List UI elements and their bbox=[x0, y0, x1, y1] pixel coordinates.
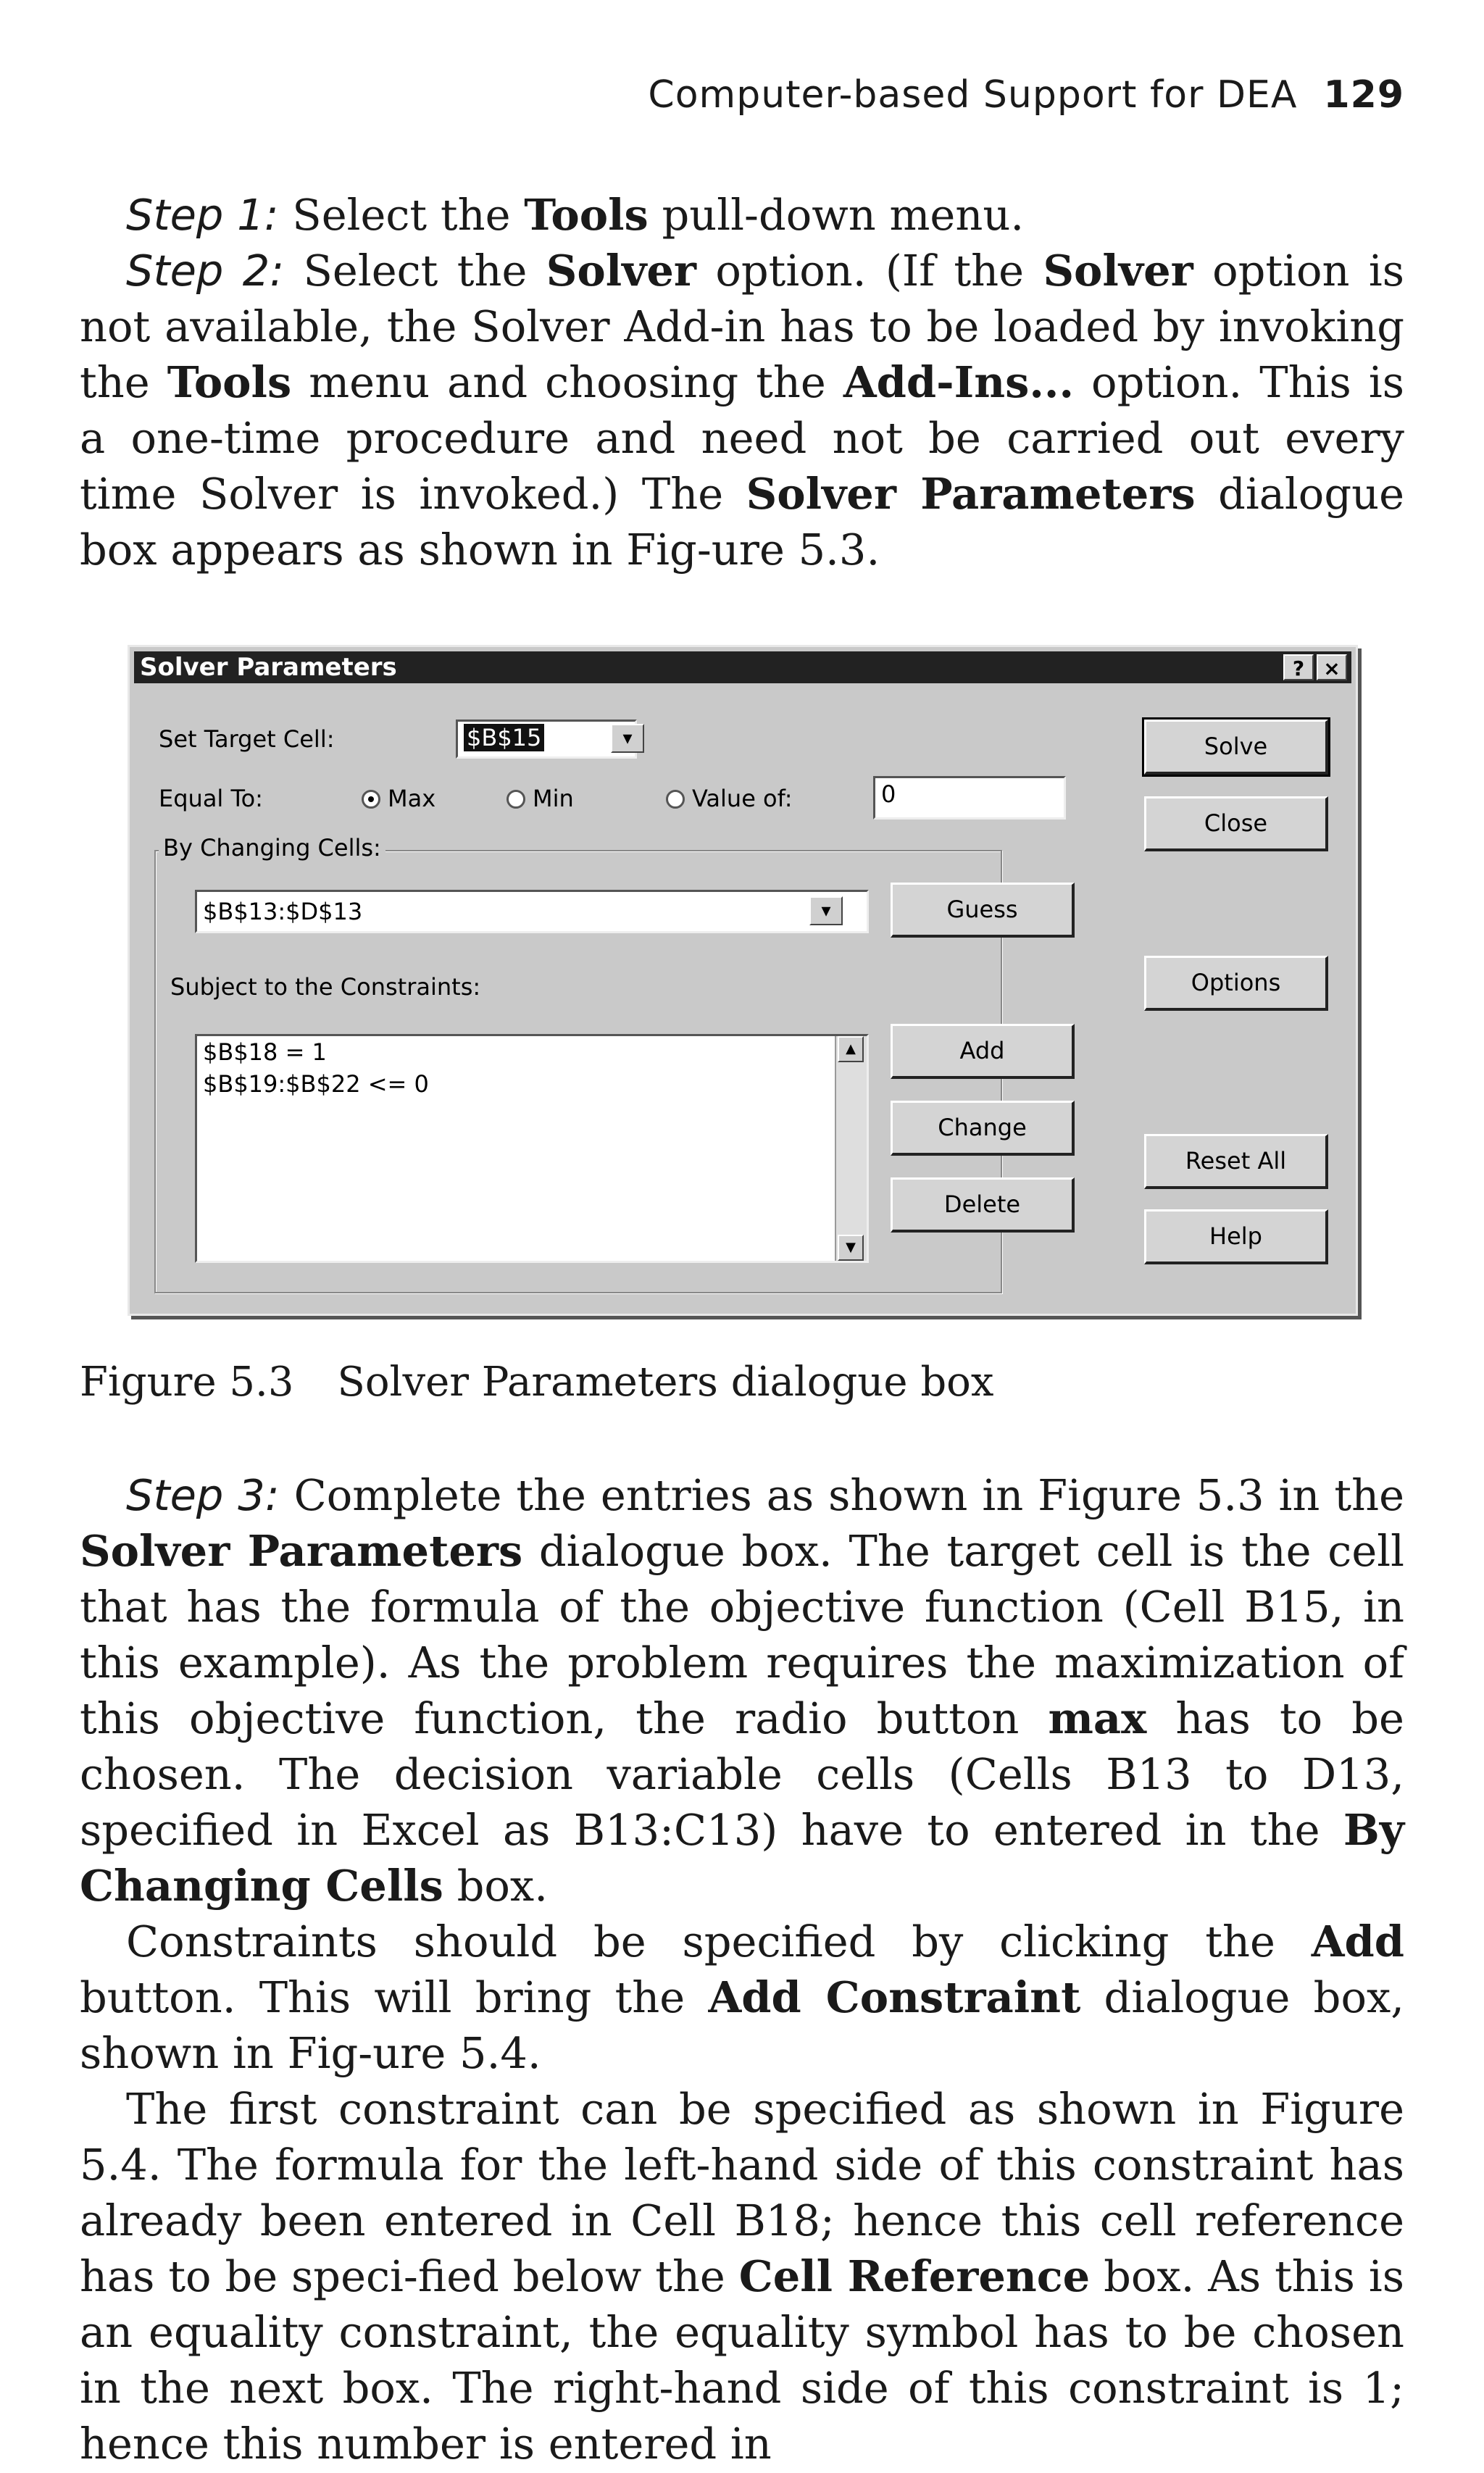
list-item[interactable]: $B$18 = 1 bbox=[203, 1038, 327, 1066]
radio-value-of[interactable] bbox=[666, 785, 793, 812]
text-run: Select the bbox=[284, 246, 546, 296]
text-run: dialogue box, shown in Fig-ure 5.4. bbox=[80, 1972, 1404, 2078]
scrollbar[interactable] bbox=[835, 1036, 867, 1261]
text-run: pull-down menu. bbox=[648, 190, 1025, 240]
bold-term: Cell Reference bbox=[738, 2251, 1091, 2301]
radio-dot bbox=[362, 790, 380, 809]
step-label: Step 1: bbox=[126, 190, 279, 240]
body-text-bottom bbox=[80, 1467, 1404, 2472]
page-number: 129 bbox=[1323, 73, 1404, 117]
target-cell-input[interactable] bbox=[456, 720, 637, 759]
bold-term: max bbox=[1048, 1693, 1147, 1743]
bold-term: Solver Parameters bbox=[746, 469, 1196, 519]
text-run: dialogue box. The target cell is the cell that has the formula of the objective function (Cell B15, in this example). As the problem requires the maximization of this objective function, the radio button bbox=[80, 1526, 1404, 1743]
help-button[interactable]: Help bbox=[1144, 1209, 1328, 1264]
text-run: has to be chosen. The decision variable cells (Cells B13 to D13, specified in Excel as B13:C13) have to entered in the bbox=[80, 1693, 1404, 1855]
options-button[interactable]: Options bbox=[1144, 956, 1328, 1011]
figure-caption-text: Solver Parameters dialogue box bbox=[337, 1359, 994, 1406]
radio-max[interactable] bbox=[362, 785, 435, 812]
value-of-input[interactable]: 0 bbox=[873, 776, 1066, 820]
text-run: option. (If the bbox=[696, 246, 1043, 296]
text-run: Constraints should be specified by clicking the bbox=[126, 1917, 1312, 1967]
text-run: option. This is a one-time procedure and need not be carried out every time Solver is invoked.) The bbox=[80, 357, 1404, 519]
dialog-title: Solver Parameters bbox=[140, 653, 397, 682]
text-run: option is not available, the Solver Add-in has to be loaded by invoking the bbox=[80, 246, 1404, 407]
radio-label: Max bbox=[388, 785, 436, 812]
text-run: Complete the entries as shown in Figure 5.3 in the bbox=[279, 1470, 1404, 1520]
by-changing-cells-label: By Changing Cells: bbox=[159, 834, 385, 862]
bold-term: By Changing Cells bbox=[80, 1805, 1404, 1911]
running-header bbox=[80, 70, 1404, 120]
scroll-up-icon[interactable]: ▲ bbox=[838, 1036, 864, 1062]
solver-parameters-dialog bbox=[128, 645, 1358, 1316]
bold-term: Solver Parameters bbox=[80, 1526, 523, 1576]
radio-dot bbox=[666, 790, 685, 809]
bold-term: Tools bbox=[524, 190, 649, 240]
step-label: Step 3: bbox=[126, 1470, 280, 1520]
figure-number: Figure 5.3 bbox=[80, 1359, 294, 1406]
bold-term: Solver bbox=[546, 246, 697, 296]
reset-all-button[interactable]: Reset All bbox=[1144, 1134, 1328, 1189]
close-button[interactable]: Close bbox=[1144, 796, 1328, 851]
subject-to-constraints-label: Subject to the Constraints: bbox=[170, 973, 481, 1001]
set-target-cell-label: Set Target Cell: bbox=[159, 725, 335, 753]
first-constraint-paragraph bbox=[80, 2081, 1404, 2472]
add-button[interactable]: Add bbox=[891, 1024, 1075, 1079]
text-run: dialogue box appears as shown in Fig-ure 5.3. bbox=[80, 469, 1404, 575]
radio-min[interactable] bbox=[507, 785, 574, 812]
text-run: Select the bbox=[278, 190, 525, 240]
step2-paragraph bbox=[80, 243, 1404, 577]
text-run: box. As this is an equality constraint, the equality symbol has to be chosen in the next box. The right-hand side of this constraint is 1; hence this number is entered in bbox=[80, 2251, 1404, 2469]
figure-caption bbox=[80, 1357, 993, 1408]
scroll-down-icon[interactable]: ▼ bbox=[838, 1235, 864, 1261]
running-title: Computer-based Support for DEA bbox=[648, 73, 1298, 117]
body-text-top bbox=[80, 187, 1404, 577]
text-run: box. bbox=[443, 1861, 548, 1911]
bold-term: Add-Ins... bbox=[843, 357, 1074, 407]
changing-cells-input[interactable]: $B$13:$D$13 bbox=[195, 890, 869, 933]
target-cell-value: $B$15 bbox=[464, 724, 544, 751]
guess-button[interactable]: Guess bbox=[891, 883, 1075, 938]
text-run: The first constraint can be specified as shown in Figure 5.4. The formula for the left-hand side of this constraint has already been entered in Cell B18; hence this cell reference has to be speci-fied below the bbox=[80, 2084, 1404, 2301]
constraints-paragraph bbox=[80, 1914, 1404, 2081]
title-bar-buttons bbox=[1283, 654, 1347, 680]
radio-dot bbox=[507, 790, 525, 809]
bold-term: Tools bbox=[167, 357, 292, 407]
bold-term: Add Constraint bbox=[708, 1972, 1081, 2022]
bold-term: Add bbox=[1311, 1917, 1404, 1967]
text-run: menu and choosing the bbox=[291, 357, 843, 407]
step1-paragraph bbox=[80, 187, 1404, 243]
dialog-title-bar[interactable] bbox=[134, 651, 1351, 683]
collapse-dialog-icon[interactable]: ▾ bbox=[809, 896, 843, 925]
change-button[interactable]: Change bbox=[891, 1101, 1075, 1156]
step3-paragraph bbox=[80, 1467, 1404, 1914]
solve-button[interactable]: Solve bbox=[1144, 720, 1328, 775]
collapse-dialog-icon[interactable]: ▾ bbox=[611, 724, 644, 753]
step-label: Step 2: bbox=[126, 246, 285, 296]
close-icon[interactable]: × bbox=[1317, 654, 1347, 680]
text-run: button. This will bring the bbox=[80, 1972, 709, 2022]
delete-button[interactable]: Delete bbox=[891, 1177, 1075, 1233]
constraints-listbox[interactable] bbox=[195, 1034, 869, 1263]
radio-label: Value of: bbox=[692, 785, 793, 812]
help-question-icon[interactable]: ? bbox=[1283, 654, 1314, 680]
list-item[interactable]: $B$19:$B$22 <= 0 bbox=[203, 1070, 429, 1098]
equal-to-label: Equal To: bbox=[159, 785, 263, 812]
bold-term: Solver bbox=[1043, 246, 1193, 296]
radio-label: Min bbox=[533, 785, 574, 812]
